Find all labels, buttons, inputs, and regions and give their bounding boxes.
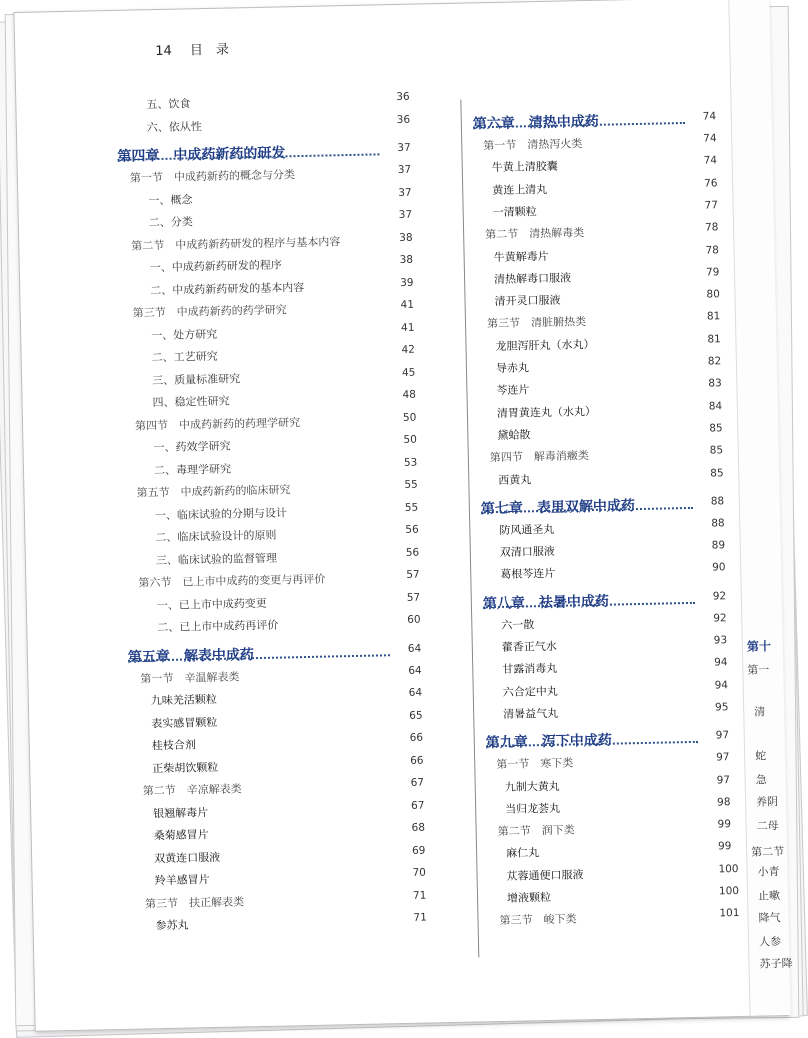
toc-page-number: 76 — [704, 176, 718, 190]
toc-sub-entry — [146, 90, 426, 114]
toc-entry-title: 第二节 清热解毒类 — [485, 226, 585, 242]
next-page-fragment: 降气 — [758, 911, 781, 925]
toc-page-number: 36 — [396, 90, 410, 104]
toc-entry-title: 第三节 峻下类 — [499, 912, 577, 928]
toc-section-entry — [130, 163, 428, 187]
toc-section-entry — [145, 889, 443, 913]
toc-page-number: 99 — [717, 840, 732, 853]
toc-entry-title: 银翘解毒片 — [153, 805, 209, 820]
next-page-fragment: 第一 — [747, 663, 770, 677]
toc-page-number: 41 — [400, 321, 415, 334]
toc-page-number: 41 — [400, 298, 415, 311]
toc-section-entry — [136, 478, 434, 502]
toc-entry-title: 芩连片 — [496, 383, 530, 398]
toc-page-number: 92 — [712, 589, 727, 603]
toc-page-number: 82 — [707, 355, 722, 368]
toc-section-entry — [133, 298, 431, 322]
toc-page-number: 57 — [406, 568, 420, 581]
toc-page-number: 65 — [409, 709, 423, 722]
toc-page-number: 94 — [714, 656, 728, 669]
toc-entry-title: 黄连上清丸 — [492, 182, 548, 197]
toc-entry-title: 牛黄解毒片 — [493, 249, 549, 264]
toc-entry-title: 表实感冒颗粒 — [151, 715, 218, 730]
toc-entry-title: 双清口服液 — [499, 544, 555, 560]
toc-entry-title: 第九章 泻下中成药 — [485, 732, 612, 752]
toc-sub-entry — [153, 433, 433, 457]
toc-entry-title: 双黄连口服液 — [154, 850, 221, 865]
toc-page-number: 37 — [397, 163, 412, 176]
toc-drug-entry — [152, 731, 440, 755]
toc-entry-title: 第六节 已上市中成药的变更与再评价 — [138, 572, 326, 590]
toc-section-entry — [496, 751, 746, 774]
next-page-fragment: 小青 — [757, 865, 780, 879]
toc-entry-title: 第四节 中成药新药的药理学研究 — [134, 415, 301, 433]
toc-sub-entry — [149, 208, 429, 232]
toc-page-number: 55 — [404, 501, 419, 514]
page-number: 14 — [155, 43, 172, 60]
toc-entry-title: 一、概念 — [148, 192, 193, 207]
toc-page-number: 77 — [704, 199, 719, 212]
toc-entry-title: 第一节 清热泻火类 — [483, 137, 583, 153]
next-page-fragment: 第二节 — [751, 845, 785, 859]
toc-drug-entry — [498, 466, 740, 489]
toc-drug-entry — [152, 754, 440, 778]
toc-chapter-entry — [473, 108, 733, 131]
toc-page-number: 64 — [407, 642, 422, 655]
toc-drug-entry — [499, 517, 741, 540]
toc-sub-entry — [151, 343, 431, 367]
toc-page-number: 78 — [704, 221, 719, 234]
toc-entry-title: 一、处方研究 — [151, 327, 218, 342]
toc-entry-title: 清热解毒口服液 — [493, 271, 572, 286]
toc-entry-title: 九制大黄丸 — [504, 779, 560, 794]
toc-entry-title: 第二节 辛凉解表类 — [142, 782, 242, 798]
toc-page-number: 74 — [702, 110, 717, 123]
toc-sub-entry — [150, 253, 430, 277]
toc-entry-title: 二、已上市中成药再评价 — [157, 618, 279, 635]
toc-page-number: 55 — [404, 478, 418, 491]
toc-entry-title: 二、分类 — [148, 215, 193, 230]
toc-entry-title: 二、临床试验设计的原则 — [155, 528, 277, 545]
toc-chapter-entry — [117, 139, 427, 163]
toc-entry-title: 九味羌活颗粒 — [150, 692, 217, 708]
toc-entry-title: 三、临床试验的监督管理 — [155, 551, 278, 567]
next-page-fragment: 急 — [755, 773, 767, 787]
toc-page-number: 100 — [718, 885, 740, 898]
toc-entry-title: 苁蓉通便口服液 — [506, 867, 584, 883]
toc-chapter-entry — [483, 588, 743, 611]
toc-page-number: 71 — [412, 889, 427, 902]
toc-sub-entry — [147, 113, 427, 137]
toc-drug-entry — [496, 355, 738, 378]
toc-page-number: 71 — [413, 911, 427, 924]
toc-page-number: 38 — [399, 253, 414, 266]
toc-page-number: 50 — [403, 433, 417, 446]
toc-page-number: 78 — [705, 243, 720, 257]
toc-sub-entry — [150, 276, 430, 300]
toc-page-number: 67 — [410, 776, 425, 789]
toc-page-number: 53 — [403, 456, 418, 469]
toc-entry-title: 桂枝合剂 — [151, 738, 196, 753]
toc-page-number: 42 — [401, 343, 416, 356]
next-page-fragment: 第十 — [746, 639, 772, 654]
toc-drug-entry — [497, 422, 739, 445]
toc-drug-entry — [496, 377, 738, 400]
toc-page-number: 64 — [408, 686, 423, 699]
next-page-fragment: 止嗽 — [757, 889, 781, 903]
toc-page-number: 67 — [410, 799, 425, 812]
toc-entry-title: 第三节 清脏腑热类 — [486, 315, 587, 331]
toc-page-number: 38 — [399, 231, 413, 244]
toc-entry-title: 当归龙荟丸 — [505, 801, 561, 816]
toc-drug-entry — [505, 796, 747, 819]
toc-drug-entry — [494, 288, 736, 311]
toc-entry-title: 增液颗粒 — [506, 890, 552, 905]
toc-entry-title: 清暑益气丸 — [503, 706, 559, 721]
toc-page-number: 69 — [411, 844, 426, 857]
toc-entry-title: 一、已上市中成药变更 — [156, 596, 267, 612]
toc-sub-entry — [154, 456, 434, 480]
toc-page-number: 66 — [410, 754, 424, 767]
toc-drug-entry — [154, 866, 442, 890]
toc-entry-title: 桑菊感冒片 — [153, 828, 209, 843]
toc-chapter-entry — [486, 727, 746, 750]
toc-entry-title: 正柴胡饮颗粒 — [152, 760, 219, 775]
toc-sub-entry — [156, 546, 436, 570]
toc-entry-title: 牛黄上清胶囊 — [491, 159, 558, 175]
toc-page-number: 100 — [718, 862, 739, 876]
toc-drug-entry — [154, 844, 442, 868]
toc-page-number: 85 — [710, 466, 724, 480]
toc-drug-entry — [494, 266, 736, 289]
toc-entry-title: 一、中成药新药研发的程序 — [149, 258, 282, 275]
toc-section-entry — [138, 568, 436, 592]
toc-drug-entry — [155, 911, 443, 935]
toc-page-number: 64 — [408, 664, 422, 677]
next-page-fragment: 清 — [754, 705, 766, 719]
toc-drug-entry — [497, 399, 739, 422]
toc-page-number: 74 — [703, 154, 718, 167]
toc-sub-entry — [152, 388, 432, 412]
toc-page-number: 101 — [719, 907, 740, 920]
toc-page-number: 99 — [717, 818, 732, 831]
toc-section-entry — [483, 132, 733, 155]
toc-entry-title: 三、质量标准研究 — [152, 371, 241, 387]
toc-section-entry — [487, 310, 737, 333]
toc-drug-entry — [502, 656, 744, 679]
toc-page-number: 92 — [713, 611, 727, 625]
toc-sub-entry — [155, 501, 435, 525]
toc-entry-title: 导赤丸 — [495, 361, 530, 375]
toc-drug-entry — [495, 333, 737, 356]
toc-entry-title: 藿香正气水 — [501, 639, 557, 654]
toc-entry-title: 清开灵口服液 — [494, 293, 561, 309]
toc-page-number: 37 — [397, 141, 411, 154]
toc-entry-title: 清胃黄连丸（水丸） — [496, 404, 597, 420]
next-page-fragment: 养阴 — [755, 795, 779, 809]
toc-page-number: 81 — [706, 310, 721, 323]
toc-entry-title: 六一散 — [501, 617, 535, 632]
page-title: 目 录 — [189, 42, 230, 59]
toc-page-number: 95 — [714, 701, 729, 714]
toc-page-number: 66 — [409, 731, 424, 744]
toc-drug-entry — [500, 539, 742, 562]
toc-entry-title: 第三节 扶正解表类 — [144, 894, 245, 910]
toc-entry-title: 第七章 表里双解中成药 — [480, 497, 636, 518]
toc-page-number: 74 — [703, 132, 717, 145]
toc-entry-title: 第一节 中成药新药的概念与分类 — [129, 168, 296, 185]
toc-page-number: 48 — [402, 388, 417, 401]
toc-drug-entry — [493, 243, 735, 266]
toc-chapter-entry — [481, 493, 741, 516]
toc-drug-entry — [506, 862, 748, 885]
toc-drug-entry — [503, 701, 745, 724]
toc-sub-entry — [155, 523, 435, 547]
toc-chapter-entry — [128, 640, 438, 664]
toc-section-entry — [135, 411, 433, 435]
toc-entry-title: 第三节 中成药新药的药学研究 — [132, 303, 287, 320]
toc-page-number: 81 — [707, 332, 721, 346]
toc-entry-title: 一、药效学研究 — [153, 439, 231, 455]
toc-entry-title: 第六章 清热中成药 — [472, 113, 599, 133]
toc-entry-title: 龙胆泻肝丸（水丸） — [495, 337, 595, 353]
toc-page-number: 70 — [412, 866, 427, 879]
toc-page-number: 88 — [711, 517, 725, 530]
toc-section-entry — [490, 444, 740, 467]
next-page-fragment: 二母 — [756, 819, 779, 833]
toc-page-number: 39 — [400, 276, 414, 289]
toc-page-number: 60 — [407, 613, 421, 626]
toc-entry-title: 防风通圣丸 — [499, 522, 555, 537]
toc-entry-title: 参苏丸 — [155, 918, 189, 933]
toc-entry-title: 六合定中丸 — [502, 684, 558, 699]
toc-page-number: 84 — [708, 399, 723, 413]
toc-sub-entry — [151, 321, 431, 345]
toc-page-number: 50 — [402, 411, 417, 424]
next-page-fragment: 人参 — [758, 935, 782, 949]
toc-entry-title: 第四章 中成药新药的研发 — [117, 145, 286, 165]
toc-drug-entry — [502, 634, 744, 657]
toc-entry-title: 一清颗粒 — [492, 204, 537, 219]
toc-page-number: 45 — [401, 366, 416, 379]
toc-page-number: 88 — [710, 495, 725, 508]
toc-entry-title: 第二节 润下类 — [497, 823, 575, 839]
toc-drug-entry — [492, 177, 734, 200]
toc-entry-title: 第五章 解表中成药 — [127, 646, 255, 666]
toc-entry-title: 一、临床试验的分期与设计 — [154, 505, 288, 522]
toc-sub-entry — [148, 186, 428, 210]
toc-entry-title: 五、饮食 — [146, 97, 191, 112]
toc-drug-entry — [151, 709, 439, 733]
toc-page-number: 57 — [406, 591, 421, 604]
toc-entry-title: 第二节 中成药新药研发的程序与基本内容 — [131, 234, 341, 253]
toc-page-number: 97 — [716, 773, 731, 786]
toc-entry-title: 第五节 中成药新药的临床研究 — [136, 483, 291, 500]
next-page-fragment: 苏子降 — [759, 956, 793, 971]
toc-page-number: 85 — [709, 444, 724, 457]
toc-sub-entry — [152, 366, 432, 390]
toc-page-number: 98 — [716, 795, 731, 809]
toc-drug-entry — [154, 821, 442, 845]
toc-page-number: 68 — [411, 821, 426, 834]
toc-entry-title: 第一节 寒下类 — [496, 756, 574, 772]
toc-section-entry — [131, 231, 429, 255]
toc-page-number: 85 — [709, 422, 723, 435]
toc-entry-title: 西黄丸 — [498, 472, 532, 487]
toc-drug-entry — [500, 561, 742, 584]
toc-page-number: 93 — [713, 634, 728, 647]
toc-page — [13, 0, 793, 1032]
toc-page-number: 89 — [711, 539, 726, 552]
toc-section-entry — [497, 818, 747, 841]
toc-page-number: 79 — [705, 266, 720, 279]
toc-sub-entry — [157, 591, 437, 615]
toc-page-number: 90 — [712, 561, 726, 574]
toc-entry-title: 四、稳定性研究 — [152, 394, 230, 410]
toc-page-number: 37 — [398, 186, 412, 199]
toc-section-entry — [140, 664, 438, 688]
toc-entry-title: 葛根芩连片 — [500, 567, 556, 582]
toc-page-number: 97 — [716, 751, 730, 764]
toc-page-number: 56 — [405, 546, 420, 559]
toc-drug-entry — [501, 612, 743, 635]
toc-page-number: 94 — [714, 678, 729, 692]
toc-section-entry — [499, 907, 749, 930]
toc-page-number: 36 — [396, 113, 411, 126]
toc-section-entry — [143, 776, 441, 800]
page-header — [155, 38, 243, 59]
toc-entry-title: 黛蛤散 — [497, 428, 531, 442]
toc-entry-title: 第四节 解毒消癥类 — [489, 449, 589, 465]
toc-entry-title: 二、毒理学研究 — [153, 462, 232, 477]
toc-page-number: 56 — [405, 523, 419, 536]
toc-drug-entry — [507, 885, 749, 908]
toc-page-number: 80 — [706, 288, 720, 301]
toc-entry-title: 二、工艺研究 — [151, 349, 218, 365]
toc-entry-title: 第一节 辛温解表类 — [140, 669, 240, 685]
toc-entry-title: 第八章 祛暑中成药 — [482, 593, 610, 612]
next-page-fragment: 蛇 — [755, 749, 767, 763]
toc-page-number: 97 — [715, 729, 730, 742]
toc-drug-entry — [492, 154, 734, 177]
toc-drug-entry — [153, 799, 441, 823]
toc-section-entry — [485, 221, 735, 244]
toc-entry-title: 六、依从性 — [146, 119, 202, 134]
toc-drug-entry — [503, 678, 745, 701]
toc-entry-title: 甘露消毒丸 — [502, 662, 558, 677]
toc-entry-title: 羚羊感冒片 — [154, 873, 210, 888]
toc-drug-entry — [151, 686, 439, 710]
column-divider — [460, 100, 479, 958]
toc-page-number: 83 — [708, 377, 722, 390]
toc-entry-title: 麻仁丸 — [506, 846, 540, 861]
toc-page-number: 37 — [398, 208, 413, 221]
toc-drug-entry — [493, 199, 735, 222]
toc-sub-entry — [157, 613, 437, 637]
toc-drug-entry — [506, 840, 748, 863]
toc-entry-title: 二、中成药新药研发的基本内容 — [150, 280, 305, 297]
toc-drug-entry — [505, 773, 747, 796]
